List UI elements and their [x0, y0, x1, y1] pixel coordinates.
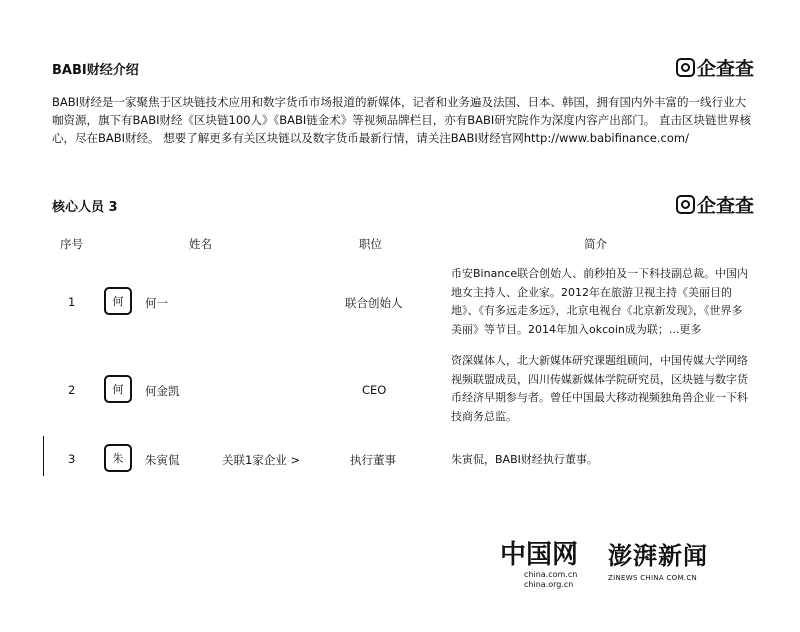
header-index: 序号 [60, 237, 83, 251]
intro-section-title: BABI财经介绍 [52, 63, 139, 78]
qcc-logo-icon [676, 58, 695, 77]
related-companies-link[interactable]: 关联1家企业 > [222, 453, 301, 467]
row-index: 2 [68, 383, 76, 397]
china-net-logo [500, 540, 610, 600]
qcc-logo-icon [676, 195, 695, 214]
qcc-logo-text: 企查查 [697, 58, 755, 80]
people-section-title: 核心人员 3 [52, 200, 118, 215]
china-net-domain-2: china.org.cn [524, 580, 574, 589]
intro-text: BABI财经是一家聚焦于区块链技术应用和数字货币市场报道的新媒体，记者和业务遍及法国、日本、韩国，拥有国内外丰富的一线行业大咖资源，旗下有BABI财经《区块链100人》《BABI链金术》等视频品牌栏目，亦有BABI研究院作为深度内容产出部门。 直击区块链世界核心，尽在BABI财经。 想要了解更多有关区块链以及数字货币最新行情，请关注BABI财经官网http://www.babifinance.com/ [52, 95, 751, 145]
header-bio: 简介 [584, 237, 607, 251]
qcc-logo-text: 企查查 [697, 195, 755, 217]
header-position: 职位 [359, 237, 382, 251]
header-name: 姓名 [189, 237, 212, 251]
person-position: 联合创始人 [345, 296, 403, 310]
person-name[interactable]: 朱寅侃 [145, 453, 180, 467]
qcc-logo [676, 54, 754, 81]
person-bio: 币安Binance联合创始人、前秒拍及一下科技副总裁。中国内地女主持人、企业家。2012年在旅游卫视主持《美丽目的地》、《有多远走多远》，北京电视台《北京新发现》，《世界多美丽》等节目。2014年加入okcoin成为联；...更多 [451, 267, 749, 336]
person-name[interactable]: 何一 [145, 296, 168, 310]
avatar[interactable]: 何 [104, 287, 132, 315]
the-paper-subtitle: ZINEWS CHINA COM.CN [608, 574, 698, 582]
row-index: 1 [68, 295, 76, 309]
person-name[interactable]: 何金凯 [145, 384, 180, 398]
china-net-logo-text: 中国网 [500, 540, 579, 570]
qcc-logo-2 [676, 191, 754, 218]
avatar[interactable]: 朱 [104, 444, 132, 472]
person-bio: 朱寅侃，BABI财经执行董事。 [451, 453, 598, 466]
avatar[interactable]: 何 [104, 375, 132, 403]
the-paper-logo-text: 澎湃新闻 [608, 541, 708, 570]
person-bio: 资深媒体人，北大新媒体研究课题组顾问，中国传媒大学网络视频联盟成员，四川传媒新媒体学院研究员，区块链与数字货币经济早期参与者。曾任中国最大移动视频独角兽企业一下科技商务总监。 [451, 354, 748, 423]
person-position: 执行董事 [350, 453, 396, 467]
row-highlight-bar [43, 436, 44, 476]
row-index: 3 [68, 452, 76, 466]
china-net-domain-1: china.com.cn [524, 570, 578, 579]
person-position: CEO [362, 383, 387, 397]
the-paper-logo [608, 540, 718, 600]
